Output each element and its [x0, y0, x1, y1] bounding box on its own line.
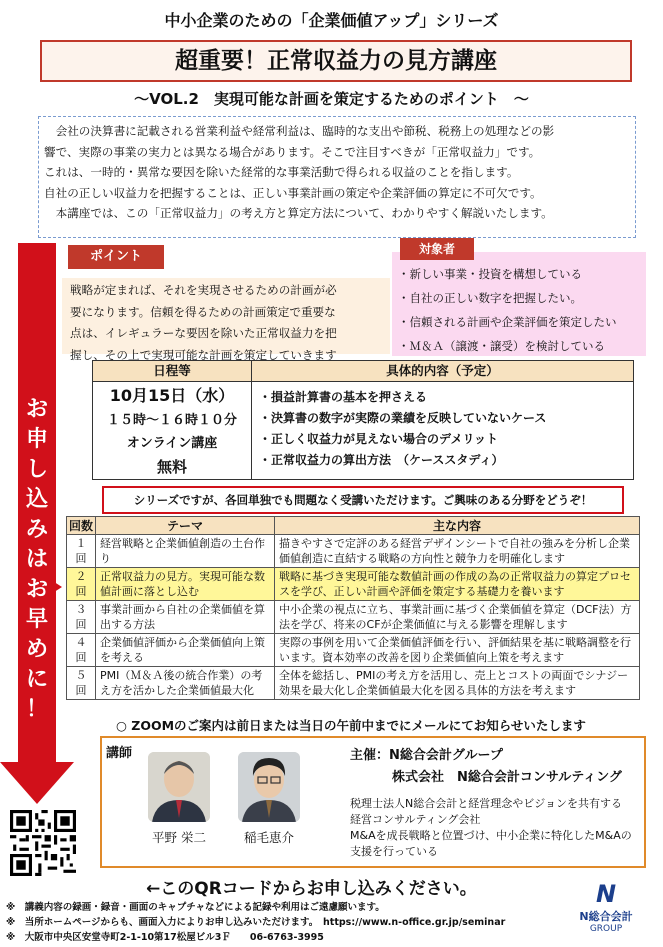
schedule-divider	[251, 361, 252, 479]
person-icon	[148, 752, 210, 822]
schedule-date: 10月15日（水）	[109, 386, 235, 405]
instructor-name-1: 平野 栄二	[152, 830, 206, 845]
col-header-theme: テーマ	[96, 517, 275, 535]
apply-char: 込	[25, 487, 48, 512]
intro-line: これは、一時的・異常な要因を除いた経常的な事業活動で得られる収益のことを指します。	[44, 165, 519, 180]
session-theme: 企業価値評価から企業価値向上策を考える	[96, 634, 275, 667]
schedule-format: オンライン講座	[126, 436, 218, 451]
apply-char: お	[25, 397, 48, 422]
session-theme: 経営戦略と企業価値創造の土台作り	[96, 535, 275, 568]
organizer-description	[350, 796, 632, 860]
table-row	[67, 634, 640, 667]
logo-name: N総合会計	[579, 910, 633, 923]
schedule-item: ・損益計算書の基本を押さえる	[259, 390, 428, 404]
schedule-contents	[259, 387, 546, 471]
instructor-label: 講師	[106, 746, 133, 761]
organizer-label: 主催：	[350, 748, 390, 763]
person-icon	[238, 752, 300, 822]
session-num: ３回	[67, 601, 96, 634]
organizer-line	[350, 744, 503, 763]
apply-char: め	[25, 637, 48, 662]
target-item: ・新しい事業・投資を構想している	[398, 267, 582, 281]
organizer-desc-line: M&Aを成長戦略と位置づけ、中小企業に特化したM&Aの	[350, 829, 632, 842]
session-num: ２回	[67, 568, 96, 601]
instructor-photo-1	[148, 752, 210, 822]
sessions-header-row	[67, 517, 640, 535]
session-theme: 事業計画から自社の企業価値を算出する方法	[96, 601, 275, 634]
target-item: ・自社の正しい数字を把握したい。	[398, 291, 582, 305]
point-line: 戦略が定まれば、それを実現させるための計画が必	[70, 283, 337, 297]
footer-address: ※ 大阪市中央区安堂寺町2-1-10第17松屋ビル3Ｆ 06-6763-3995	[6, 932, 324, 943]
logo-group: GROUP	[589, 924, 623, 934]
target-label: 対象者	[400, 238, 474, 260]
intro-line: 自社の正しい収益力を把握することは、正しい事業計画の策定や企業評価の算定に不可欠です。	[44, 185, 542, 200]
organizer-desc-line: 税理士法人N総合会計と経営理念やビジョンを共有する	[350, 797, 623, 810]
organizer-desc-line: 経営コンサルティング会社	[350, 813, 481, 826]
schedule-header-content: 具体的内容（予定）	[252, 361, 633, 382]
session-content: 中小企業の視点に立ち、事業計画に基づく企業価値を算定（DCF法）方法を学び、将来のCFが企業価値に与える影響を理解します	[275, 601, 640, 634]
instructor-photo-2	[238, 752, 300, 822]
intro-line: 本講座では、この「正常収益力」の考え方と算定方法について、わかりやすく解説いたします。	[44, 206, 553, 221]
apply-char: は	[25, 547, 48, 572]
intro-text	[44, 121, 554, 224]
target-list	[398, 262, 617, 358]
col-header-content: 主な内容	[275, 517, 640, 535]
schedule-box	[92, 360, 634, 480]
schedule-item: ・決算書の数字が実際の業績を反映していないケース	[259, 411, 547, 425]
session-theme: PMI（Ｍ＆Ａ後の統合作業）の考え方を活かした企業価値最大化	[96, 667, 275, 700]
intro-line: 会社の決算書に記載される営業利益や経常利益は、臨時的な支出や節税、税務上の処理などの影	[44, 124, 555, 138]
schedule-item: ・正常収益力の算出方法 （ケーススタディ）	[259, 453, 504, 467]
zoom-note: ○ ZOOMのご案内は前日または当日の午前中までにメールにてお知らせいたします	[116, 718, 586, 733]
session-num: １回	[67, 535, 96, 568]
session-content: 描きやすさで定評のある経営デザインシートで自社の強みを分析し企業価値創造に直結する戦略の方向性と競争力を明確化します	[275, 535, 640, 568]
apply-char: ！	[25, 697, 48, 722]
logo-mark: N	[595, 880, 617, 908]
series-notice: シリーズですが、各回単独でも問題なく受講いただけます。ご興味のある分野をどうぞ！	[102, 486, 624, 514]
organizer-name: N総合会計グループ	[389, 748, 503, 763]
apply-char: 早	[25, 607, 48, 632]
table-row-highlighted	[67, 568, 640, 601]
organizer-desc-line: 支援を行っている	[350, 845, 438, 858]
company-logo	[566, 880, 646, 944]
session-content: 全体を総括し、PMIの考え方を活用し、売上とコストの両面でシナジー効果を最大化し企業価値最大化を図る具体的方法を考えます	[275, 667, 640, 700]
footer-homepage: ※ 当所ホームページからも、画面入力によりお申し込みいただけます。 https://www.n-office.gr.jp/seminar	[6, 917, 506, 928]
qr-instruction: ←このQRコードからお申し込みください。	[146, 879, 477, 899]
instructor-box	[100, 736, 646, 868]
session-content: 実際の事例を用いて企業価値評価を行い、評価結果を基に戦略調整を行います。資本効率の改善を図り企業価値向上策を考えます	[275, 634, 640, 667]
apply-char: お	[25, 577, 48, 602]
instructor-name-2: 稲毛恵介	[243, 830, 294, 845]
schedule-info	[93, 383, 251, 479]
page-title: 超重要！正常収益力の見方講座	[40, 40, 632, 82]
point-line: 握し、その上で実現可能な計画を策定していきます	[70, 347, 337, 362]
qr-code[interactable]	[10, 806, 76, 890]
target-item: ・Ｍ＆Ａ（譲渡・譲受）を検討している	[398, 339, 605, 353]
apply-char: に	[25, 667, 48, 692]
footer-note: ※ 講義内容の録画・録音・画面のキャプチャなどによる記録や利用はご遠慮願います。	[6, 902, 385, 913]
apply-char: し	[25, 457, 48, 482]
schedule-header-date: 日程等	[93, 361, 251, 382]
schedule-time: １５時～１６時１０分	[106, 413, 237, 428]
qr-code-icon	[10, 810, 76, 876]
table-row	[67, 535, 640, 568]
session-num: ５回	[67, 667, 96, 700]
organizer-company: 株式会社 N総合会計コンサルティング	[392, 770, 622, 785]
session-num: ４回	[67, 634, 96, 667]
point-line: 要になります。信頼を得るための計画策定で重要な	[70, 304, 336, 319]
series-title: 中小企業のための「企業価値アップ」シリーズ	[164, 11, 499, 30]
session-theme: 正常収益力の見方。実現可能な数値計画に落とし込む	[96, 568, 275, 601]
sessions-table	[66, 516, 640, 700]
intro-line: 響で、実際の事業の実力とは異なる場合があります。そこで注目すべきが「正常収益力」です。	[44, 144, 541, 159]
schedule-item: ・正しく収益力が見えない場合のデメリット	[259, 432, 499, 446]
apply-banner-text	[18, 395, 56, 725]
current-session-arrow-icon	[48, 578, 62, 596]
schedule-fee: 無料	[156, 458, 187, 476]
session-content: 戦略に基づき実現可能な数値計画の作成の為の正常収益力の算定プロセスを学び、正しい計画や評価を策定する基礎力を養います	[275, 568, 640, 601]
col-header-num: 回数	[67, 517, 96, 535]
target-item: ・信頼される計画や企業評価を策定したい	[398, 315, 617, 329]
point-box	[62, 278, 390, 362]
point-line: 点は、イレギュラーな要因を除いた正常収益力を把	[70, 326, 337, 340]
apply-arrow-head	[0, 762, 74, 804]
subtitle: ～VOL.2 実現可能な計画を策定するためのポイント ～	[134, 90, 529, 108]
table-row	[67, 601, 640, 634]
table-row	[67, 667, 640, 700]
apply-char: 申	[25, 427, 48, 452]
apply-char: み	[25, 517, 48, 542]
point-label: ポイント	[68, 245, 164, 269]
